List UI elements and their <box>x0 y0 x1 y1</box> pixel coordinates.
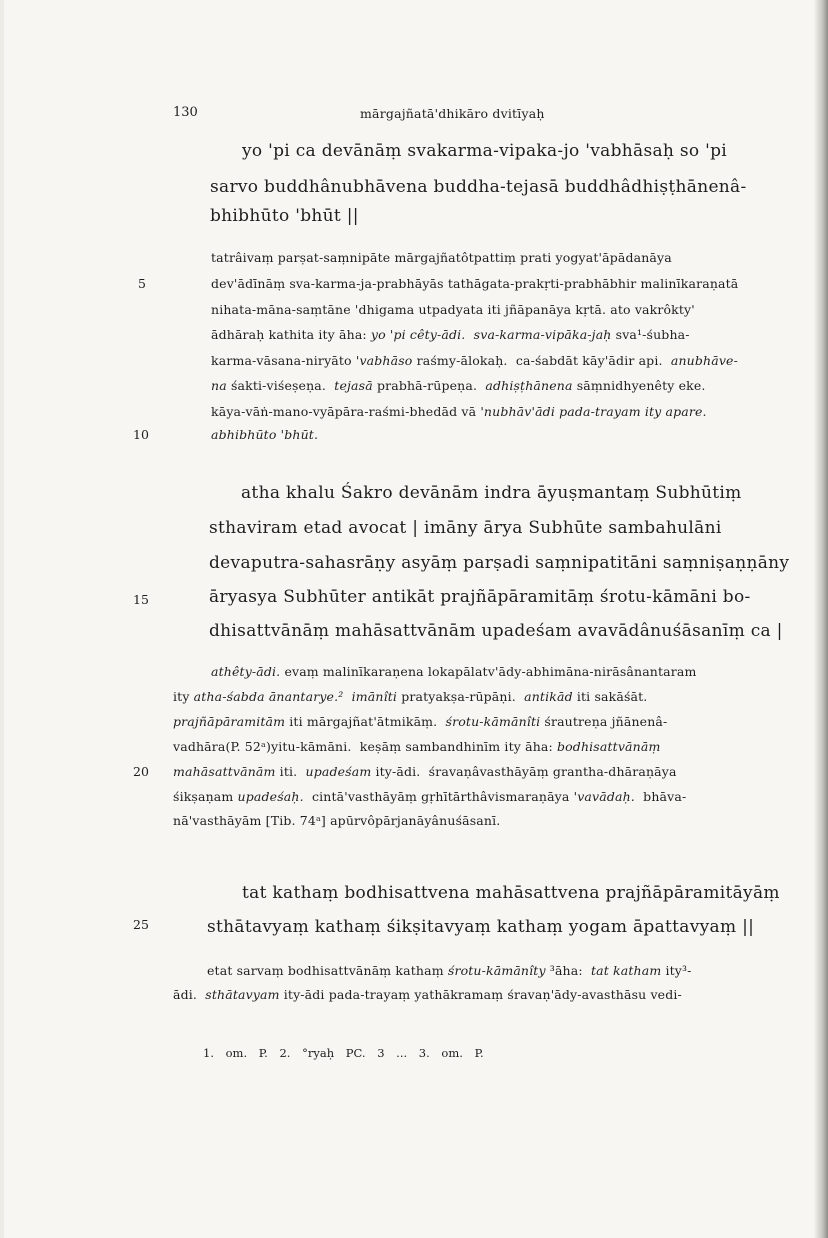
root-verse-3-line-2: sthātavyaṃ kathaṃ śikṣitavyaṃ kathaṃ yogam āpattavyaṃ || <box>207 917 755 937</box>
commentary-2-line-4: vadhāra(P. 52ᵃ)yitu-kāmāni. keṣāṃ sambandhinīm ity āha: bodhisattvānāṃ <box>173 739 661 754</box>
commentary-1-line-4: ādhāraḥ kathita ity āha: yo 'pi cêty-ādi. sva-karma-vipāka-jaḥ sva¹-śubha- <box>211 327 690 342</box>
page-right-edge-shadow <box>814 0 828 1238</box>
commentary-2-line-7: nā'vasthāyām [Tib. 74ᵃ] apūrvôpārjanāyânuśāsanī. <box>173 813 501 828</box>
commentary-1-line-7: kāya-vāṅ-mano-vyāpāra-raśmi-bhedād vā 'nubhāv'ādi pada-trayam ity apare. <box>211 404 707 419</box>
line-number-25: 25 <box>133 917 149 932</box>
commentary-2-line-3: prajñāpāramitām iti mārgajñat'ātmikāṃ. śrotu-kāmānîti śrautreṇa jñānenâ- <box>173 714 668 729</box>
commentary-1-line-3: nihata-māna-saṃtāne 'dhigama utpadyata iti jñāpanāya kṛtā. ato vakrôkty' <box>211 302 695 317</box>
commentary-1-line-8: abhibhūto 'bhūt. <box>211 427 319 442</box>
page-left-edge <box>0 0 4 1238</box>
root-verse-1-line-2: sarvo buddhânubhāvena buddha-tejasā buddhâdhiṣṭhānenâ- <box>210 177 747 197</box>
line-number-15: 15 <box>133 592 149 607</box>
commentary-2-line-2: ity atha-śabda ānantarye.² imānîti pratyakṣa-rūpāṇi. antikād iti sakāśāt. <box>173 689 648 704</box>
commentary-1-line-5: karma-vāsana-niryāto 'vabhāso raśmy-ālokaḥ. ca-śabdāt kāy'ādir api. anubhāve- <box>211 353 738 368</box>
root-verse-2-line-1: atha khalu Śakro devānām indra āyuṣmantaṃ Subhūtiṃ <box>241 483 742 503</box>
running-title: mārgajñatā'dhikāro dvitīyaḥ <box>360 106 545 121</box>
commentary-2-line-6: śikṣaṇam upadeśaḥ. cintā'vasthāyāṃ gṛhītārthâvismaraṇāya 'vavādaḥ. bhāva- <box>173 789 687 804</box>
commentary-3-line-1: etat sarvaṃ bodhisattvānāṃ kathaṃ śrotu-kāmānîty ³āha: tat katham ity³- <box>207 963 692 978</box>
commentary-1-line-2: dev'ādīnāṃ sva-karma-ja-prabhāyās tathāgata-prakṛti-prabhābhir malinīkaraṇatā <box>211 276 739 291</box>
root-verse-1-line-1: yo 'pi ca devānāṃ svakarma-vipaka-jo 'vabhāsaḥ so 'pi <box>242 141 728 161</box>
footnotes: 1. om. P. 2. °ryaḥ PC. 3 ... 3. om. P. <box>203 1046 484 1060</box>
line-number-20: 20 <box>133 764 149 779</box>
commentary-1-line-1: tatrâivaṃ parṣat-saṃnipāte mārgajñatôtpattiṃ prati yogyat'āpādanāya <box>211 250 672 265</box>
commentary-3-line-2: ādi. sthātavyam ity-ādi pada-trayaṃ yathākramaṃ śravaṇ'ādy-avasthāsu vedi- <box>173 987 682 1002</box>
line-number-10: 10 <box>133 427 149 442</box>
line-number-5: 5 <box>138 276 146 291</box>
root-verse-2-line-3: devaputra-sahasrāṇy asyāṃ parṣadi saṃnipatitāni saṃniṣaṇṇāny <box>209 553 790 573</box>
root-verse-2-line-4: āryasya Subhūter antikāt prajñāpāramitāṃ śrotu-kāmāni bo- <box>209 587 751 607</box>
commentary-2-line-5: mahāsattvānām iti. upadeśam ity-ādi. śravaṇâvasthāyāṃ grantha-dhāraṇāya <box>173 764 677 779</box>
commentary-2-line-1: athêty-ādi. evaṃ malinīkaraṇena lokapālatv'ādy-abhimāna-nirāsânantaram <box>211 664 697 679</box>
commentary-1-line-6: na śakti-viśeṣeṇa. tejasā prabhā-rūpeṇa. adhiṣṭhānena sāṃnidhyenêty eke. <box>211 378 706 393</box>
root-verse-3-line-1: tat kathaṃ bodhisattvena mahāsattvena prajñāpāramitāyāṃ <box>242 883 780 903</box>
root-verse-2-line-2: sthaviram etad avocat | imāny ārya Subhūte sambahulāni <box>209 518 722 538</box>
root-verse-1-line-3: bhibhūto 'bhūt || <box>210 206 359 226</box>
page-number: 130 <box>173 105 198 120</box>
root-verse-2-line-5: dhisattvānāṃ mahāsattvānām upadeśam avavādânuśāsanīṃ ca | <box>209 621 783 641</box>
